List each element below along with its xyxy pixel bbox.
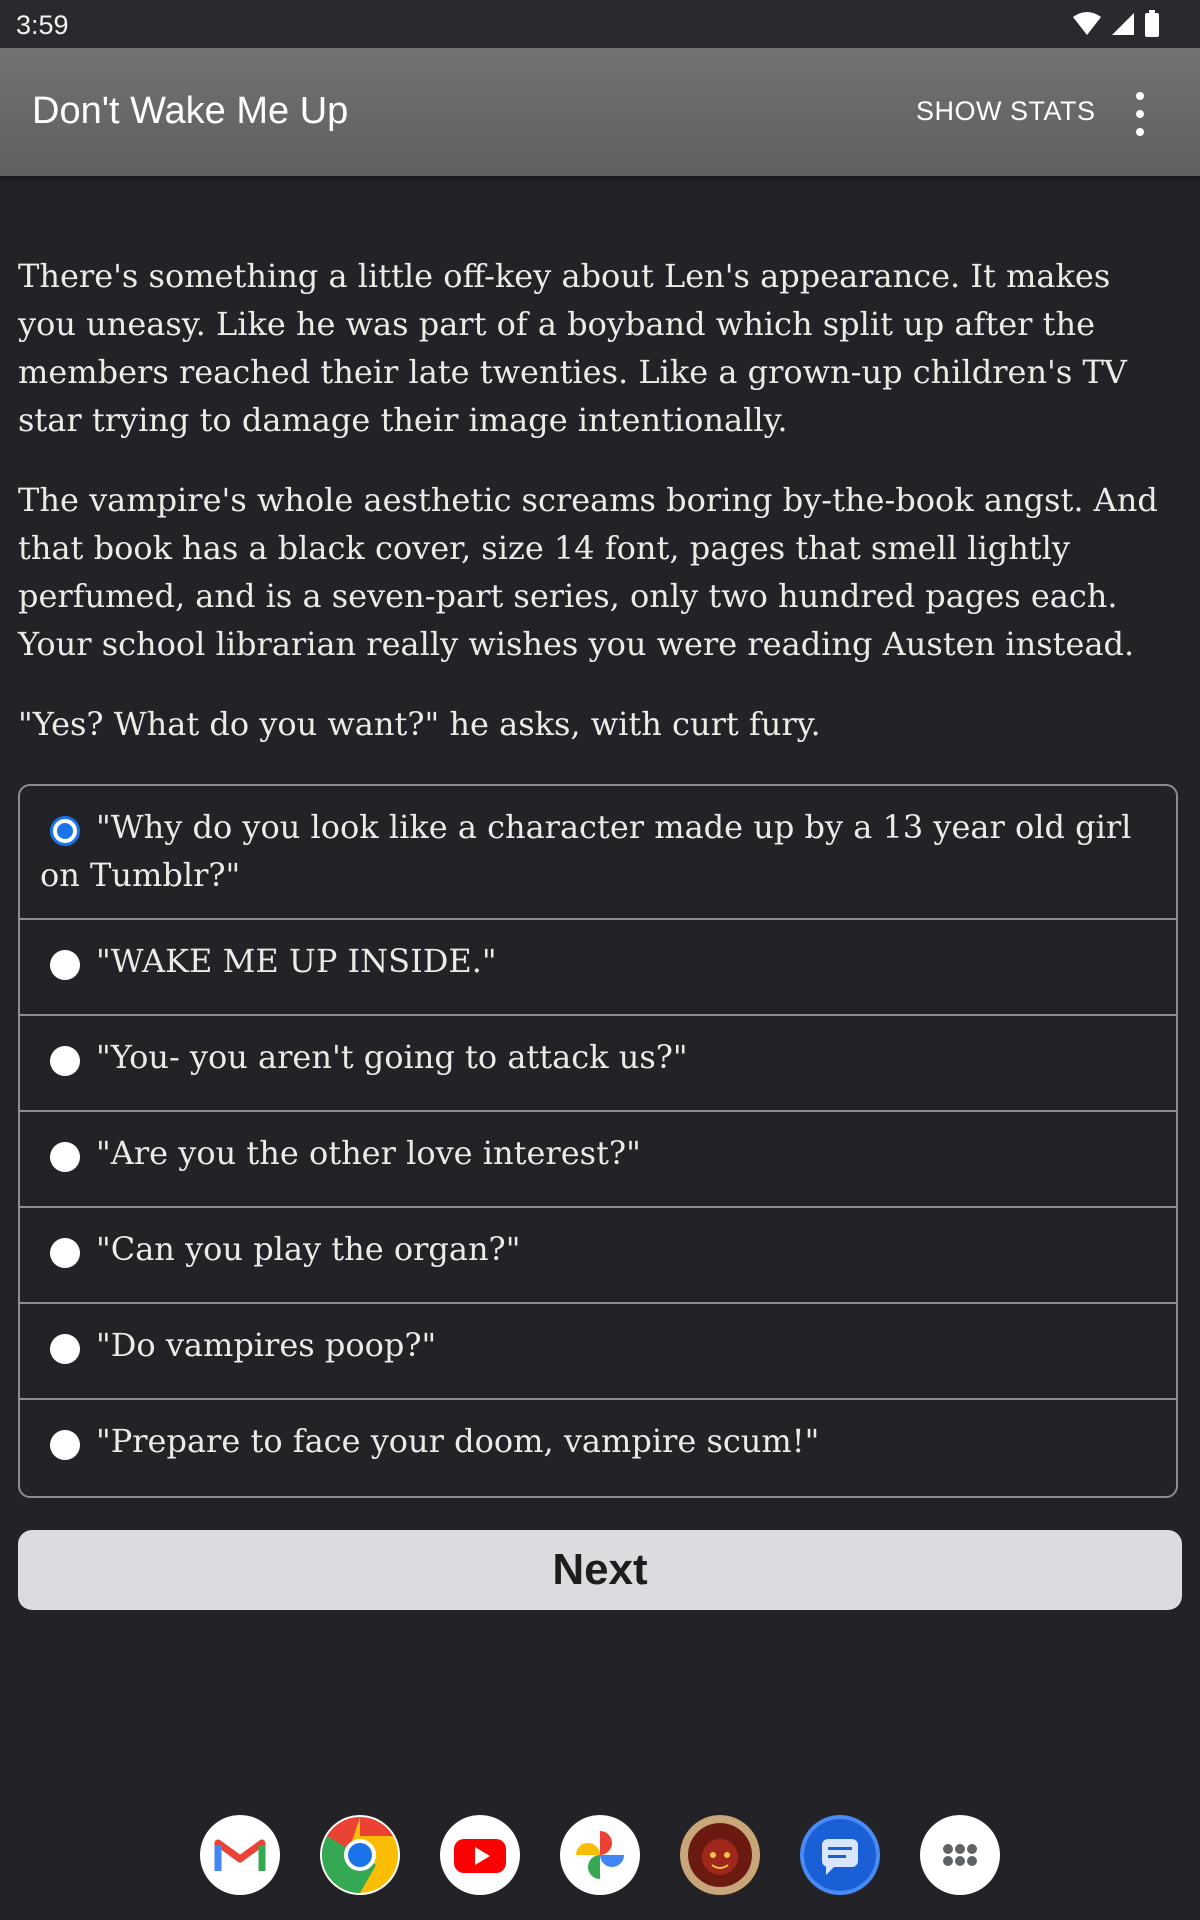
choice-option[interactable] xyxy=(20,1016,1176,1112)
story-text xyxy=(18,252,1178,780)
choice-label: "Prepare to face your doom, vampire scum!" xyxy=(96,1422,820,1460)
story-paragraph: There's something a little off-key about Len's appearance. It makes you uneasy. Like he was part of a boyband which split up after the members reached their late twenties. Like a grown-up children's TV star trying to damage their image intentionally. xyxy=(18,257,1127,439)
choice-option[interactable] xyxy=(20,1208,1176,1304)
signal-icon xyxy=(1110,11,1136,37)
choice-option[interactable] xyxy=(20,1304,1176,1400)
story-paragraph: "Yes? What do you want?" he asks, with curt fury. xyxy=(18,705,821,743)
status-icons xyxy=(1072,10,1160,38)
radio-button-selected[interactable] xyxy=(50,816,80,846)
choice-option[interactable] xyxy=(20,786,1176,920)
show-stats-button[interactable]: SHOW STATS xyxy=(916,96,1096,126)
choice-option[interactable] xyxy=(20,1400,1176,1496)
choice-label: "Are you the other love interest?" xyxy=(96,1134,641,1172)
more-vert-icon[interactable] xyxy=(1128,92,1152,136)
choice-option[interactable] xyxy=(20,1112,1176,1208)
status-time: 3:59 xyxy=(16,10,69,40)
radio-button[interactable] xyxy=(50,1334,80,1364)
choice-label: "Can you play the organ?" xyxy=(96,1230,521,1268)
radio-button[interactable] xyxy=(50,1142,80,1172)
app-title: Don't Wake Me Up xyxy=(32,90,349,132)
choice-label: "Why do you look like a character made up by a 13 year old girl on Tumblr?" xyxy=(40,808,1132,894)
radio-button[interactable] xyxy=(50,1046,80,1076)
radio-button[interactable] xyxy=(50,1238,80,1268)
chrome-icon[interactable] xyxy=(320,1815,400,1895)
choice-option[interactable] xyxy=(20,920,1176,1016)
choice-label: "You- you aren't going to attack us?" xyxy=(96,1038,688,1076)
wifi-icon xyxy=(1072,11,1102,37)
app-dock xyxy=(0,1815,1200,1899)
app-drawer-icon[interactable] xyxy=(920,1815,1000,1895)
gmail-icon[interactable] xyxy=(200,1815,280,1895)
story-paragraph: The vampire's whole aesthetic screams boring by-the-book angst. And that book has a black cover, size 14 font, pages that smell lightly perfumed, and is a seven-part series, only two hundred pages each. Your school librarian really wishes you were reading Austen instead. xyxy=(18,481,1158,663)
choice-label: "Do vampires poop?" xyxy=(96,1326,437,1364)
choice-label: "WAKE ME UP INSIDE." xyxy=(96,942,497,980)
radio-button[interactable] xyxy=(50,1430,80,1460)
choice-list xyxy=(18,784,1178,1498)
messages-icon[interactable] xyxy=(800,1815,880,1895)
game-app-icon[interactable] xyxy=(680,1815,760,1895)
radio-button[interactable] xyxy=(50,950,80,980)
photos-icon[interactable] xyxy=(560,1815,640,1895)
app-bar xyxy=(0,48,1200,176)
status-bar xyxy=(0,0,1200,48)
battery-icon xyxy=(1144,10,1160,38)
youtube-icon[interactable] xyxy=(440,1815,520,1895)
next-button[interactable]: Next xyxy=(18,1530,1182,1610)
